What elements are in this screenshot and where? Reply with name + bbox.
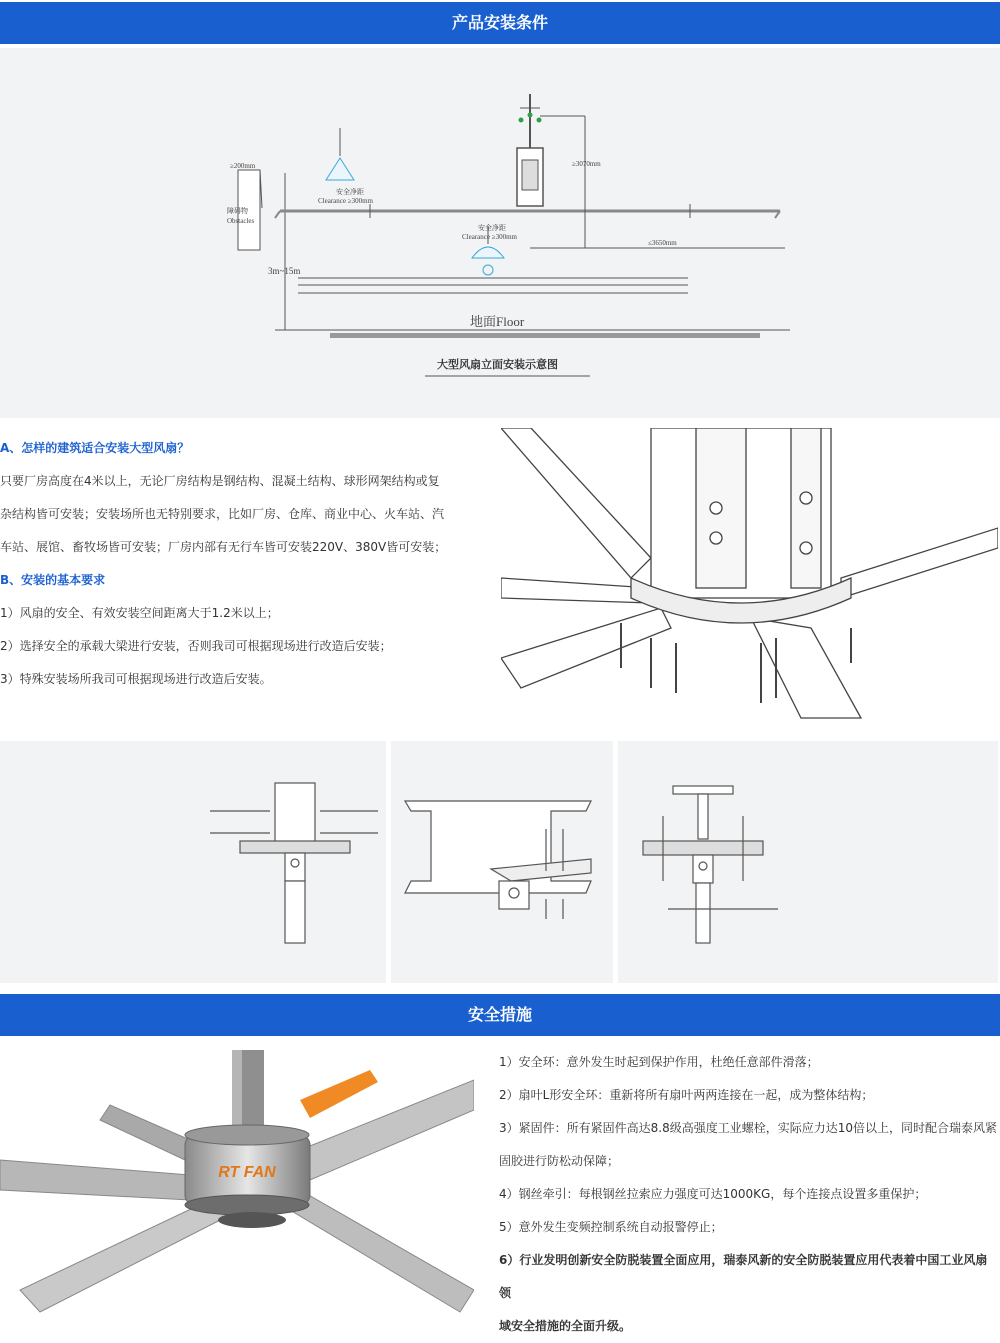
clearance-top-cn: 安全净距 <box>336 188 364 196</box>
section-b-item: 1）风扇的安全、有效安装空间距离大于1.2米以上； <box>0 606 279 620</box>
safety-item: 6）行业发明创新安全防脱装置全面应用，瑞泰风新的安全防脱装置应用代表着中国工业风扇领 <box>499 1253 988 1300</box>
mounting-hub-drawing <box>501 428 998 726</box>
floor-label: 地面Floor <box>470 314 525 329</box>
radius-dim-label: ≤3650mm <box>648 239 677 247</box>
section-a-title: A、怎样的建筑适合安装大型风扇？ <box>0 441 190 455</box>
section-b-item: 3）特殊安装场所我司可根据现场进行改造后安装。 <box>0 672 272 686</box>
safety-item: 1）安全环：意外发生时起到保护作用，杜绝任意部件滑落； <box>499 1055 819 1069</box>
safety-item: 5）意外发生变频控制系统自动报警停止； <box>499 1220 723 1234</box>
min-gap-label: ≥200mm <box>230 162 256 170</box>
clearance-mid-cn: 安全净距 <box>478 224 506 232</box>
section-b-item: 2）选择安全的承载大梁进行安装，否则我司可根据现场进行改造后安装； <box>0 639 392 653</box>
section-b-title: B、安装的基本要求 <box>0 573 106 587</box>
section-a-line: 只要厂房高度在4米以上，无论厂房结构是钢结构、混凝土结构、球形网架结构或复 <box>0 474 440 488</box>
diagram-caption: 大型风扇立面安装示意图 <box>437 359 558 371</box>
clearance-mid-en: Clearance ≥300mm <box>462 233 517 241</box>
install-conditions-title: 产品安装条件 <box>0 2 1000 44</box>
obstacle-label-en: Obstacles <box>227 217 255 225</box>
safety-item: 3）紧固件：所有紧固件高达8.8级高强度工业螺栓，实际应力达10倍以上，同时配合瑞泰风紧 <box>499 1121 997 1135</box>
safety-title: 安全措施 <box>0 994 1000 1036</box>
install-requirements <box>0 432 460 696</box>
detail-panel-bracket <box>0 741 386 983</box>
safety-item: 域安全措施的全面升级。 <box>499 1319 632 1333</box>
detail-panel-ibeam <box>391 741 613 983</box>
height-range-label: 3m~15m <box>268 266 301 276</box>
fan-product-image <box>0 1040 474 1322</box>
safety-item: 固胶进行防松动保障； <box>499 1154 620 1168</box>
obstacle-label-cn: 障碍物 <box>227 207 248 215</box>
fan-brand-logo: RT FAN <box>218 1164 276 1181</box>
section-a-line: 车站、展馆、畜牧场皆可安装；厂房内部有无行车皆可安装220V、380V皆可安装； <box>0 540 447 554</box>
detail-panel-clamp <box>618 741 998 983</box>
safety-item: 2）扇叶L形安全环：重新将所有扇叶两两连接在一起，成为整体结构； <box>499 1088 874 1102</box>
height-dim-label: ≥3070mm <box>572 160 601 168</box>
safety-item: 4）钢丝牵引：每根钢丝拉索应力强度可达1000KG，每个连接点设置多重保护； <box>499 1187 927 1201</box>
installation-diagram <box>0 48 1000 418</box>
safety-measures <box>499 1046 999 1343</box>
clearance-top-en: Clearance ≥300mm <box>318 197 373 205</box>
section-a-line: 杂结构皆可安装；安装场所也无特别要求，比如厂房、仓库、商业中心、火车站、汽 <box>0 507 445 521</box>
